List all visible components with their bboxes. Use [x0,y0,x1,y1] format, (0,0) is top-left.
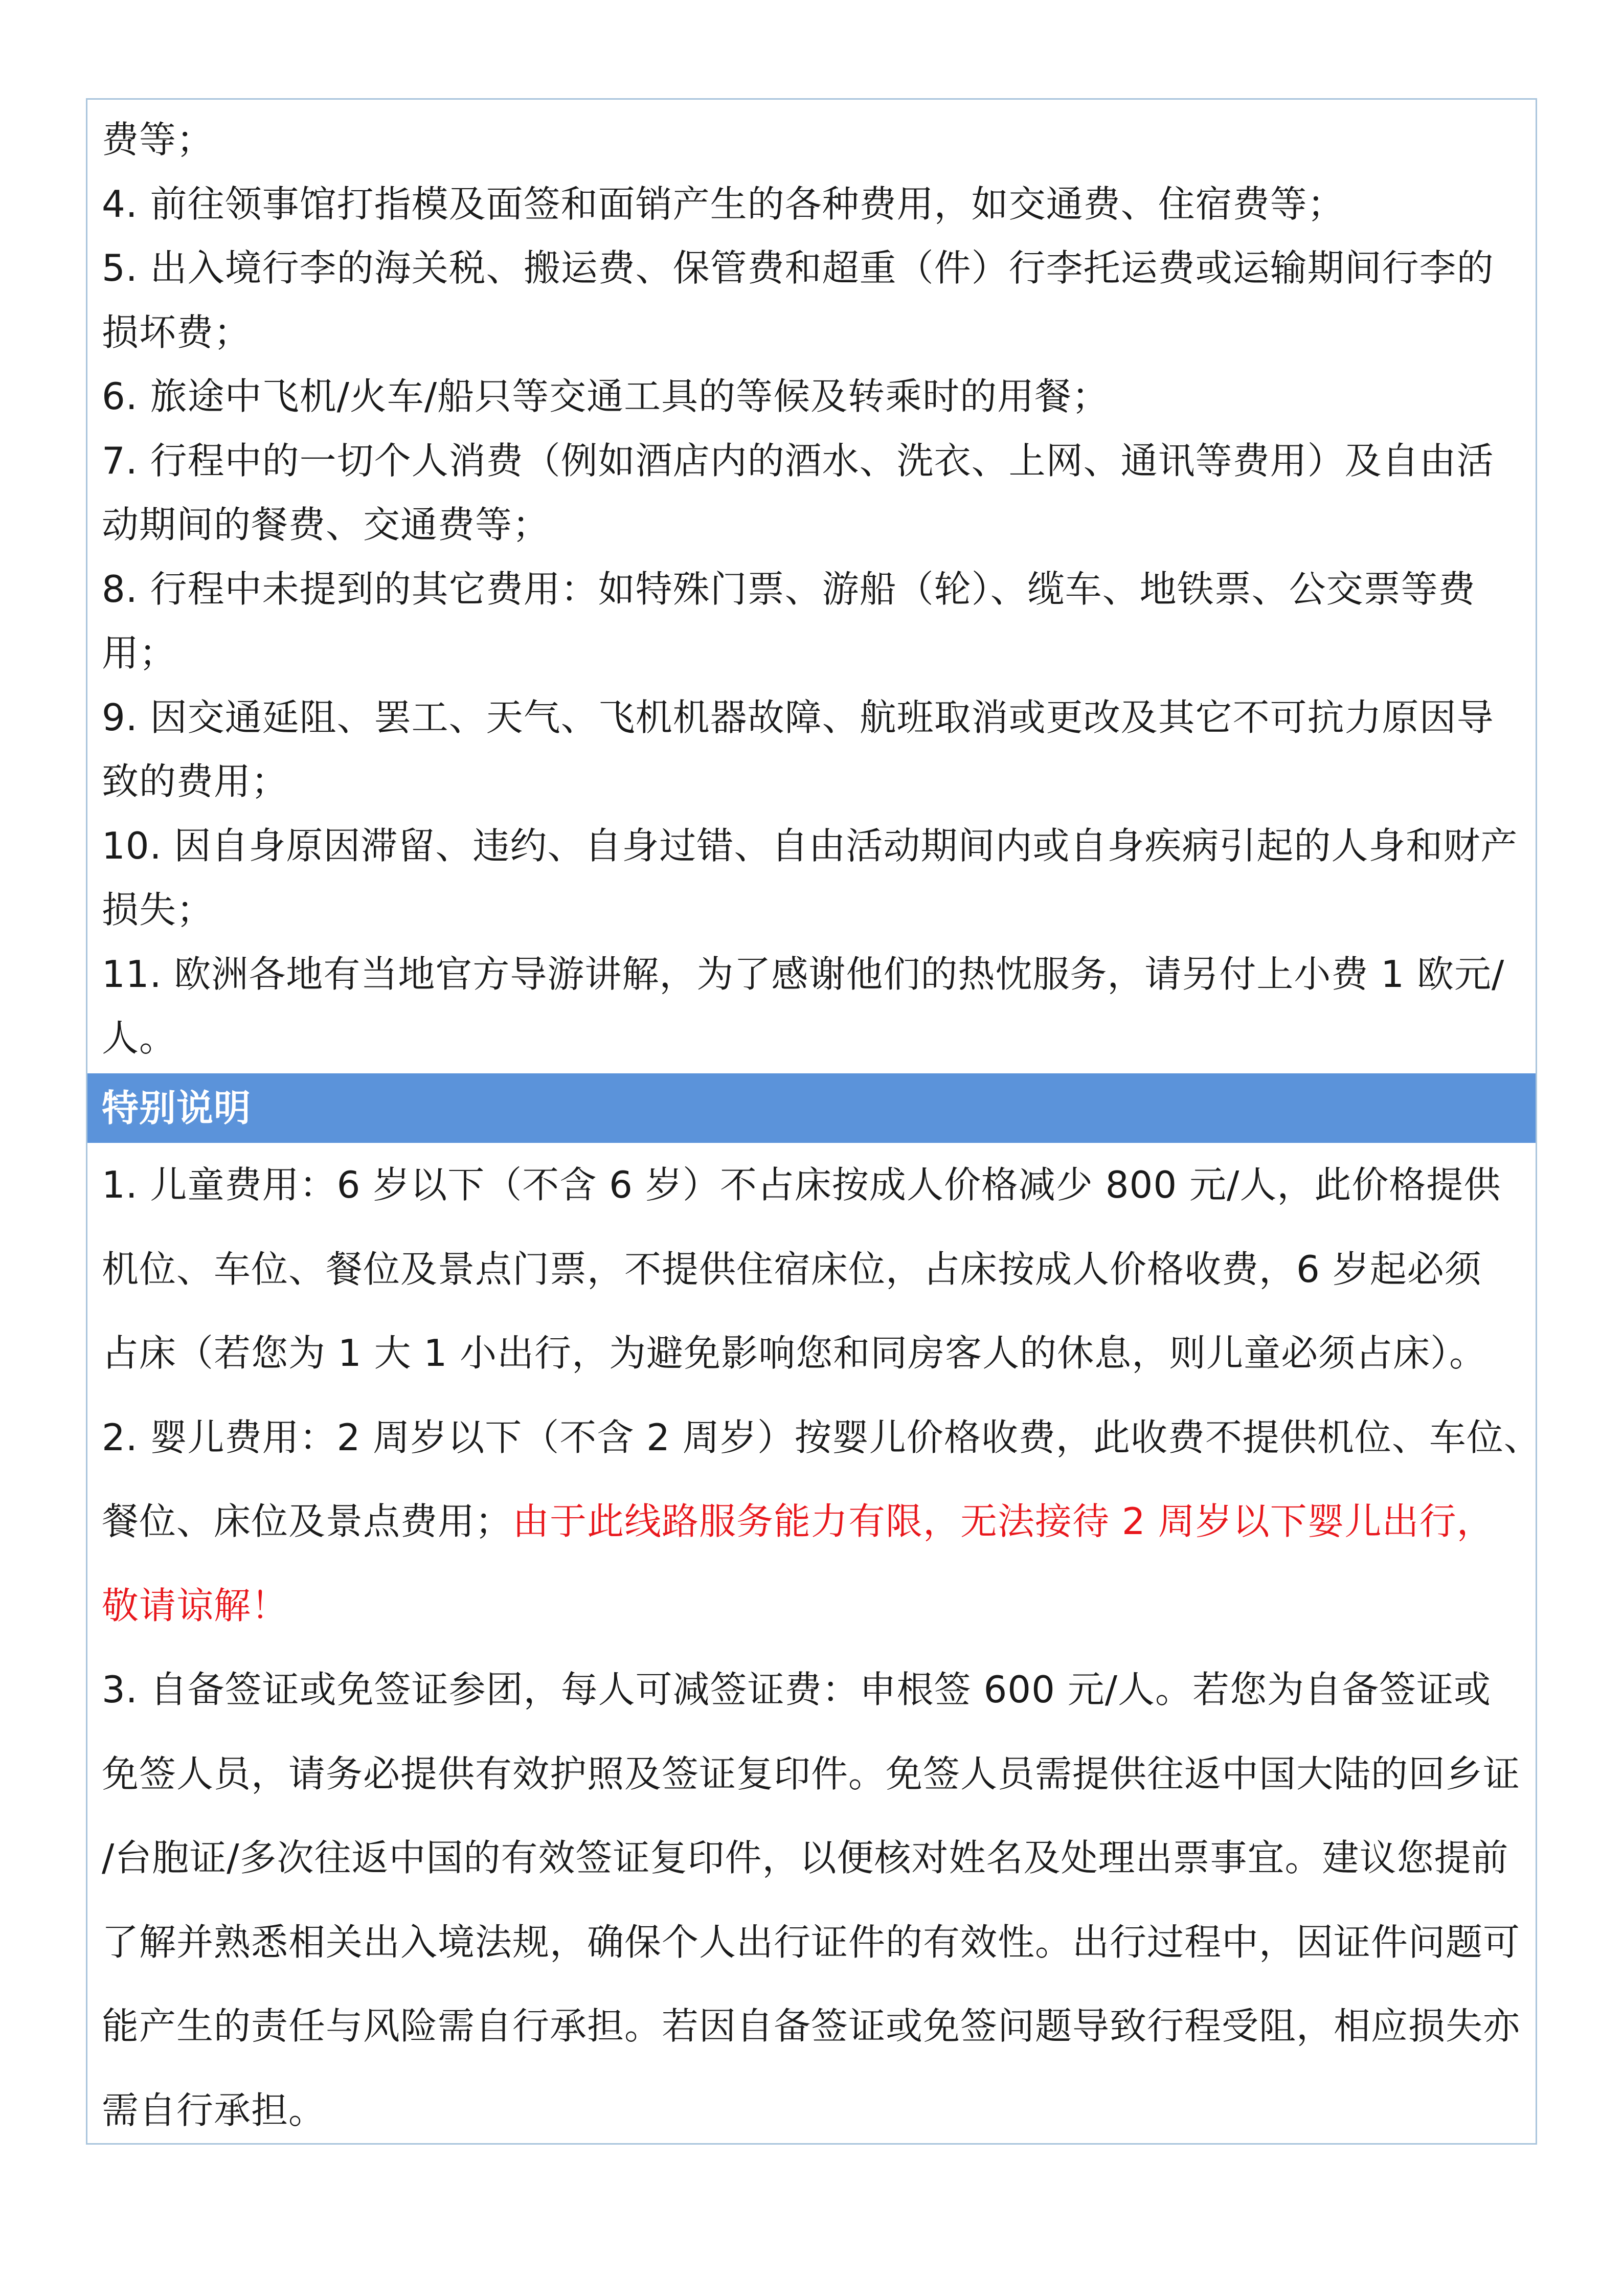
visa-note-line: 需自行承担。 [102,2088,326,2132]
special-notes-header: 特别说明 [87,1073,1536,1143]
child-fee-line: 机位、车位、餐位及景点门票，不提供住宿床位，占床按成人价格收费，6 岁起必须 [102,1247,1482,1291]
child-fee-line: 1. 儿童费用：6 岁以下（不含 6 岁）不占床按成人价格减少 800 元/人，此价格提供 [102,1163,1501,1206]
infant-fee-line [102,1479,1521,1564]
infant-fee-text: 餐位、床位及景点费用； [102,1500,513,1543]
exclusion-line: 人。 [102,1017,177,1060]
visa-note-line: 3. 自备签证或免签证参团，每人可减签证费：申根签 600 元/人。若您为自备签证或 [102,1668,1492,1711]
content-table [86,98,1541,2145]
infant-warning-text: 由于此线路服务能力有限，无法接待 2 周岁以下婴儿出行， [512,1500,1494,1543]
exclusions-section [87,100,1536,1073]
exclusion-line: 4. 前往领事馆打指模及面签和面销产生的各种费用，如交通费、住宿费等； [102,182,1345,226]
exclusion-line: 损失； [102,888,214,931]
visa-note-line: 能产生的责任与风险需自行承担。若因自备签证或免签问题导致行程受阻，相应损失亦 [102,2005,1521,2047]
special-notes-section [87,1143,1541,2152]
child-fee-line: 占床（若您为 1 大 1 小出行，为避免影响您和同房客人的休息，则儿童必须占床）。 [102,1332,1487,1375]
exclusion-line: 11. 欧洲各地有当地官方导游讲解，为了感谢他们的热忱服务，请另付上小费 1 欧元/ [102,952,1505,996]
exclusion-line: 7. 行程中的一切个人消费（例如酒店内的酒水、洗衣、上网、通讯等费用）及自由活 [102,439,1494,482]
exclusion-line: 10. 因自身原因滞留、违约、自身过错、自由活动期间内或自身疾病引起的人身和财产 [102,824,1518,867]
visa-note-line: 了解并熟悉相关出入境法规，确保个人出行证件的有效性。出行过程中，因证件问题可 [102,1920,1521,1964]
exclusion-line: 费等； [102,118,214,161]
visa-note-line: /台胞证/多次往返中国的有效签证复印件，以便核对姓名及处理出票事宜。建议您提前 [102,1836,1509,1879]
visa-note-line: 免签人员，请务必提供有效护照及签证复印件。免签人员需提供往返中国大陆的回乡证 [102,1752,1521,1795]
infant-fee-line: 2. 婴儿费用：2 周岁以下（不含 2 周岁）按婴儿价格收费，此收费不提供机位、车位、 [102,1415,1541,1459]
exclusion-line: 用； [102,632,177,674]
infant-warning-line: 敬请谅解！ [102,1584,289,1627]
exclusion-line: 9. 因交通延阻、罢工、天气、飞机机器故障、航班取消或更改及其它不可抗力原因导 [102,695,1494,739]
exclusion-line: 致的费用； [102,760,289,803]
exclusion-line: 5. 出入境行李的海关税、搬运费、保管费和超重（件）行李托运费或运输期间行李的 [102,246,1494,289]
exclusion-line: 动期间的餐费、交通费等； [102,503,550,546]
exclusion-line: 8. 行程中未提到的其它费用：如特殊门票、游船（轮）、缆车、地铁票、公交票等费 [102,567,1476,611]
exclusion-line: 6. 旅途中飞机/火车/船只等交通工具的等候及转乘时的用餐； [102,375,1110,418]
exclusion-line: 损坏费； [102,310,252,354]
